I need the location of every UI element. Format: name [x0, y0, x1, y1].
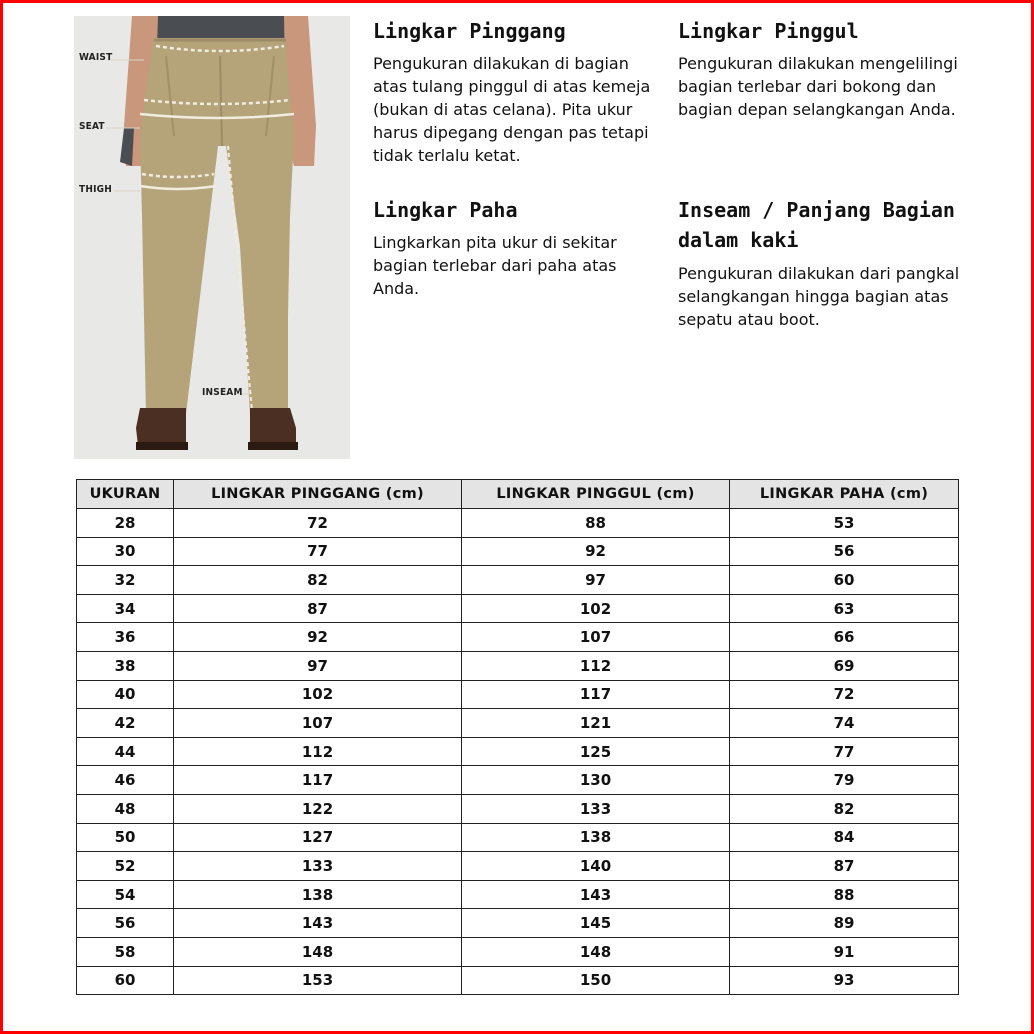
- inseam-title: Inseam / Panjang Bagian dalam kaki: [678, 198, 955, 252]
- cell-waist: 107: [174, 709, 462, 738]
- cell-hip: 102: [462, 594, 730, 623]
- cell-hip: 107: [462, 623, 730, 652]
- cell-hip: 143: [462, 880, 730, 909]
- cell-size: 58: [77, 937, 174, 966]
- cell-thigh: 89: [730, 909, 959, 938]
- cell-waist: 102: [174, 680, 462, 709]
- cell-size: 40: [77, 680, 174, 709]
- cell-thigh: 56: [730, 537, 959, 566]
- hip-info: [678, 16, 963, 121]
- table-row: [77, 937, 959, 966]
- cell-size: 52: [77, 852, 174, 881]
- cell-waist: 97: [174, 651, 462, 680]
- cell-size: 34: [77, 594, 174, 623]
- cell-thigh: 93: [730, 966, 959, 995]
- cell-thigh: 82: [730, 794, 959, 823]
- cell-waist: 122: [174, 794, 462, 823]
- table-row: [77, 823, 959, 852]
- cell-size: 32: [77, 566, 174, 595]
- cell-thigh: 84: [730, 823, 959, 852]
- table-row: [77, 709, 959, 738]
- cell-waist: 153: [174, 966, 462, 995]
- seat-label: SEAT: [79, 121, 105, 132]
- table-row: [77, 852, 959, 881]
- cell-thigh: 77: [730, 737, 959, 766]
- size-chart-table: [76, 479, 959, 995]
- cell-size: 48: [77, 794, 174, 823]
- table-row: [77, 537, 959, 566]
- table-row: [77, 680, 959, 709]
- cell-hip: 150: [462, 966, 730, 995]
- cell-hip: 130: [462, 766, 730, 795]
- thigh-description: Lingkarkan pita ukur di sekitar bagian terlebar dari paha atas Anda.: [373, 233, 617, 298]
- cell-hip: 140: [462, 852, 730, 881]
- table-row: [77, 594, 959, 623]
- inseam-label: INSEAM: [202, 387, 243, 398]
- cell-size: 56: [77, 909, 174, 938]
- cell-hip: 148: [462, 937, 730, 966]
- table-row: [77, 966, 959, 995]
- cell-hip: 121: [462, 709, 730, 738]
- cell-thigh: 74: [730, 709, 959, 738]
- cell-waist: 117: [174, 766, 462, 795]
- cell-hip: 145: [462, 909, 730, 938]
- hip-description: Pengukuran dilakukan mengelilingi bagian terlebar dari bokong dan bagian depan selangkangan Anda.: [678, 54, 958, 119]
- waist-description: Pengukuran dilakukan di bagian atas tulang pinggul di atas kemeja (bukan di atas celana). Pita ukur harus dipegang dengan pas tetapi tidak terlalu ketat.: [373, 54, 651, 165]
- header-hip: LINGKAR PINGGUL (cm): [462, 480, 730, 509]
- cell-waist: 92: [174, 623, 462, 652]
- cell-waist: 82: [174, 566, 462, 595]
- cell-size: 60: [77, 966, 174, 995]
- waist-label: WAIST: [79, 52, 113, 63]
- waist-title: Lingkar Pinggang: [373, 19, 566, 43]
- cell-thigh: 79: [730, 766, 959, 795]
- hip-title: Lingkar Pinggul: [678, 19, 859, 43]
- table-row: [77, 651, 959, 680]
- cell-size: 50: [77, 823, 174, 852]
- cell-hip: 117: [462, 680, 730, 709]
- cell-thigh: 60: [730, 566, 959, 595]
- cell-hip: 97: [462, 566, 730, 595]
- cell-hip: 92: [462, 537, 730, 566]
- inseam-info: [678, 195, 963, 331]
- cell-waist: 72: [174, 509, 462, 538]
- table-row: [77, 623, 959, 652]
- thigh-label: THIGH: [79, 184, 112, 195]
- cell-thigh: 66: [730, 623, 959, 652]
- table-row: [77, 794, 959, 823]
- table-row: [77, 909, 959, 938]
- thigh-title: Lingkar Paha: [373, 198, 518, 222]
- size-chart-body: [77, 509, 959, 995]
- cell-hip: 133: [462, 794, 730, 823]
- cell-hip: 112: [462, 651, 730, 680]
- cell-thigh: 87: [730, 852, 959, 881]
- cell-thigh: 91: [730, 937, 959, 966]
- waist-info: [373, 16, 658, 167]
- header-waist: LINGKAR PINGGANG (cm): [174, 480, 462, 509]
- cell-size: 44: [77, 737, 174, 766]
- table-row: [77, 766, 959, 795]
- header-size: UKURAN: [77, 480, 174, 509]
- cell-size: 28: [77, 509, 174, 538]
- cell-hip: 88: [462, 509, 730, 538]
- cell-size: 54: [77, 880, 174, 909]
- cell-waist: 148: [174, 937, 462, 966]
- table-header-row: [77, 480, 959, 509]
- pants-measurement-photo: [74, 16, 350, 459]
- cell-size: 30: [77, 537, 174, 566]
- cell-size: 38: [77, 651, 174, 680]
- cell-waist: 112: [174, 737, 462, 766]
- table-row: [77, 880, 959, 909]
- cell-hip: 138: [462, 823, 730, 852]
- cell-thigh: 88: [730, 880, 959, 909]
- thigh-info: [373, 195, 658, 300]
- cell-waist: 77: [174, 537, 462, 566]
- cell-size: 42: [77, 709, 174, 738]
- cell-waist: 143: [174, 909, 462, 938]
- cell-waist: 138: [174, 880, 462, 909]
- cell-thigh: 63: [730, 594, 959, 623]
- cell-waist: 87: [174, 594, 462, 623]
- cell-hip: 125: [462, 737, 730, 766]
- inseam-description: Pengukuran dilakukan dari pangkal selangkangan hingga bagian atas sepatu atau boot.: [678, 264, 960, 329]
- table-row: [77, 509, 959, 538]
- cell-waist: 127: [174, 823, 462, 852]
- header-thigh: LINGKAR PAHA (cm): [730, 480, 959, 509]
- cell-waist: 133: [174, 852, 462, 881]
- cell-thigh: 53: [730, 509, 959, 538]
- cell-size: 36: [77, 623, 174, 652]
- cell-size: 46: [77, 766, 174, 795]
- cell-thigh: 72: [730, 680, 959, 709]
- table-row: [77, 566, 959, 595]
- table-row: [77, 737, 959, 766]
- cell-thigh: 69: [730, 651, 959, 680]
